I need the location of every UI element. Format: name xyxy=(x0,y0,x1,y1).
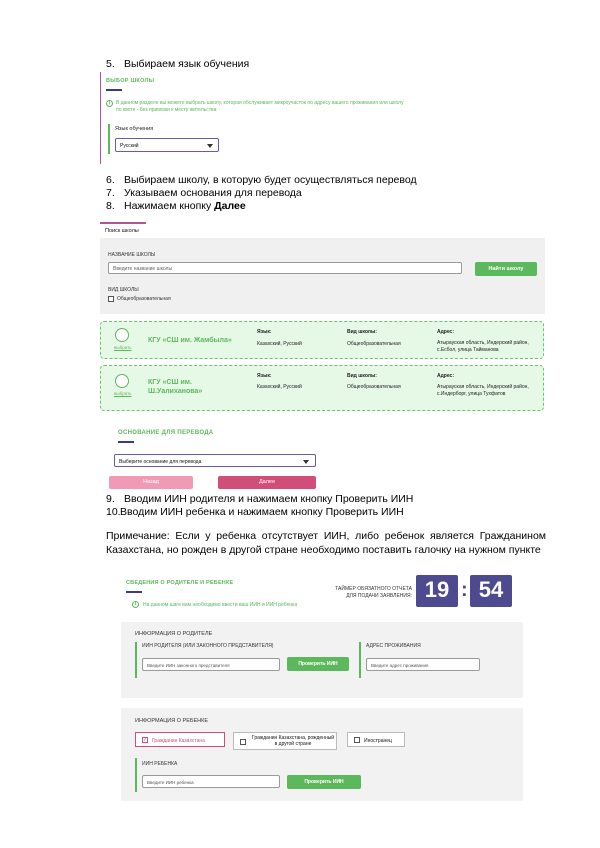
address-label: АДРЕС ПРОЖИВАНИЯ xyxy=(366,643,421,649)
child-section-title: ИНФОРМАЦИЯ О РЕБЕНКЕ xyxy=(135,718,209,724)
language-value: Казахский, Русский xyxy=(257,341,302,347)
address-value: Атырауская область, Индерский район, с.Есбол, улица Тайманова xyxy=(437,340,529,353)
school-type-value: Общеобразовательная xyxy=(347,384,401,390)
divider xyxy=(100,72,101,164)
language-value: Русский xyxy=(120,143,139,149)
option-label: Гражданин Казахстана xyxy=(152,737,205,744)
school-type-value: Общеобразовательная xyxy=(347,341,401,347)
type-option-label: Общеобразовательная xyxy=(117,296,171,302)
language-field xyxy=(108,124,248,154)
check-icon: ✓ xyxy=(143,737,148,743)
reason-placeholder: Выберите основание для перевода xyxy=(119,458,202,465)
info-text: В данном разделе вы можете выбрать школу, которая обслуживает микроучасток по адресу вашего проживания или школу по квоте - без привязки к месту жительства xyxy=(116,100,404,113)
next-button[interactable]: Далее xyxy=(218,476,316,489)
address-label: Адрес: xyxy=(437,329,454,335)
child-panel xyxy=(121,708,523,801)
school-name: КГУ «СШ им. Ш.Уалиханова» xyxy=(148,379,203,395)
screenshot-school-language xyxy=(100,72,520,164)
choose-link[interactable]: выбрать xyxy=(114,345,132,350)
back-button[interactable]: Назад xyxy=(109,476,193,489)
child-iin-input[interactable] xyxy=(142,775,280,788)
checkbox xyxy=(240,739,246,745)
choose-link[interactable]: выбрать xyxy=(114,391,132,396)
step-7 xyxy=(106,187,302,200)
step-text: Нажимаем кнопку xyxy=(124,200,215,212)
step-text: Выбираем школу, в которую будет осуществляться перевод xyxy=(124,174,417,186)
input-placeholder: Введите ИИН законного представителя xyxy=(147,662,230,668)
select-radio[interactable] xyxy=(115,374,129,388)
step-6 xyxy=(106,174,417,187)
parent-iin-field xyxy=(135,642,357,678)
step-9 xyxy=(106,493,413,506)
step-number: 6. xyxy=(106,174,115,186)
child-iin-label: ИИН РЕБЕНКА xyxy=(142,761,178,767)
search-panel xyxy=(100,238,545,314)
note-paragraph: Примечание: Если у ребенка отсутствует ИИН, либо ребенок является Гражданином Казахстана, но рожден в другой стране необходимо поставить галочку на нужном пункте xyxy=(106,530,546,556)
chevron-down-icon xyxy=(207,144,213,148)
step-number: 7. xyxy=(106,187,115,199)
language-select[interactable] xyxy=(115,138,219,152)
address-field xyxy=(359,642,519,678)
step-text: Указываем основания для перевода xyxy=(124,187,302,199)
check-parent-iin-button[interactable]: Проверить ИИН xyxy=(287,657,349,671)
school-name-label: НАЗВАНИЕ ШКОЛЫ xyxy=(108,252,156,258)
step-5 xyxy=(106,58,249,71)
info-text: На данном шаге вам необходимо ввести ваш ИИН и ИИН ребенка xyxy=(143,602,298,608)
find-school-button[interactable]: Найти школу xyxy=(475,262,537,276)
step-number: 9. xyxy=(106,493,115,505)
title-underline xyxy=(118,441,134,443)
parent-section-title: ИНФОРМАЦИЯ О РОДИТЕЛЕ xyxy=(135,631,213,637)
title-underline xyxy=(126,591,142,593)
option-citizen-born-abroad[interactable] xyxy=(233,732,337,750)
timer-seconds: 54 xyxy=(470,575,512,607)
school-name-input[interactable] xyxy=(108,262,462,274)
input-placeholder: Введите название школы xyxy=(113,266,173,272)
step-number: 8. xyxy=(106,200,115,212)
tab-school-search[interactable] xyxy=(100,222,146,238)
language-label: Язык обучения xyxy=(115,126,154,132)
step-text: Вводим ИИН ребенка и нажимаем кнопку Проверить ИИН xyxy=(120,506,404,518)
option-foreigner[interactable] xyxy=(347,732,405,747)
info-icon: i xyxy=(106,100,113,107)
school-type-label: ВИД ШКОЛЫ xyxy=(108,287,139,293)
select-radio[interactable] xyxy=(115,328,129,342)
school-type-label: Вид школы: xyxy=(347,329,377,335)
type-checkbox[interactable] xyxy=(108,296,114,302)
language-label: Язык: xyxy=(257,373,272,379)
school-card[interactable] xyxy=(100,321,544,359)
option-label: Гражданин Казахстана, рожденный в другой стране xyxy=(251,734,335,747)
language-value: Казахский, Русский xyxy=(257,384,302,390)
parent-panel xyxy=(121,622,523,698)
step-8 xyxy=(106,200,246,213)
section-title: ВЫБОР ШКОЛЫ xyxy=(106,78,155,84)
reason-select[interactable] xyxy=(114,454,316,467)
info-icon: i xyxy=(132,601,139,608)
step-number: 5. xyxy=(106,58,115,70)
tab-label: Поиск школы xyxy=(105,228,139,234)
option-label: Иностранец xyxy=(364,737,392,744)
section-title: СВЕДЕНИЯ О РОДИТЕЛЕ И РЕБЕНКЕ xyxy=(126,580,234,586)
timer-colon: : xyxy=(461,579,468,601)
language-label: Язык: xyxy=(257,329,272,335)
check-child-iin-button[interactable]: Проверить ИИН xyxy=(287,775,361,789)
step-text: Вводим ИИН родителя и нажимаем кнопку Проверить ИИН xyxy=(124,493,414,505)
child-iin-field xyxy=(135,758,375,792)
step-bold-text: Далее xyxy=(214,200,246,212)
input-placeholder: Введите адрес проживания xyxy=(371,662,429,668)
timer-label: ТАЙМЕР ОБЯЗАТНОГО ОТЧЕТА ДЛЯ ПОДАЧИ ЗАЯВЛЕНИЯ: xyxy=(335,586,412,599)
school-name: КГУ «СШ им. Жамбыла» xyxy=(148,337,232,344)
section-title: ОСНОВАНИЕ ДЛЯ ПЕРЕВОДА xyxy=(118,430,214,436)
option-kazakhstan-citizen[interactable] xyxy=(135,732,225,747)
school-card[interactable] xyxy=(100,365,544,411)
parent-iin-label: ИИН РОДИТЕЛЯ (ИЛИ ЗАКОННОГО ПРЕДСТАВИТЕЛЯ) xyxy=(142,643,274,649)
title-underline xyxy=(106,89,122,91)
step-number: 10. xyxy=(106,506,121,518)
parent-iin-input[interactable] xyxy=(142,658,280,671)
checkbox xyxy=(354,737,360,743)
chevron-down-icon xyxy=(303,460,309,464)
step-text: Выбираем язык обучения xyxy=(124,58,250,70)
address-label: Адрес: xyxy=(437,373,454,379)
address-input[interactable] xyxy=(366,658,480,671)
step-10 xyxy=(106,506,404,519)
address-value: Атырауская область, Индерский район, с.Индерборг, улица Тухфатов xyxy=(437,384,529,397)
input-placeholder: Введите ИИН ребенка xyxy=(147,779,194,785)
timer-minutes: 19 xyxy=(416,575,458,607)
school-type-label: Вид школы: xyxy=(347,373,377,379)
